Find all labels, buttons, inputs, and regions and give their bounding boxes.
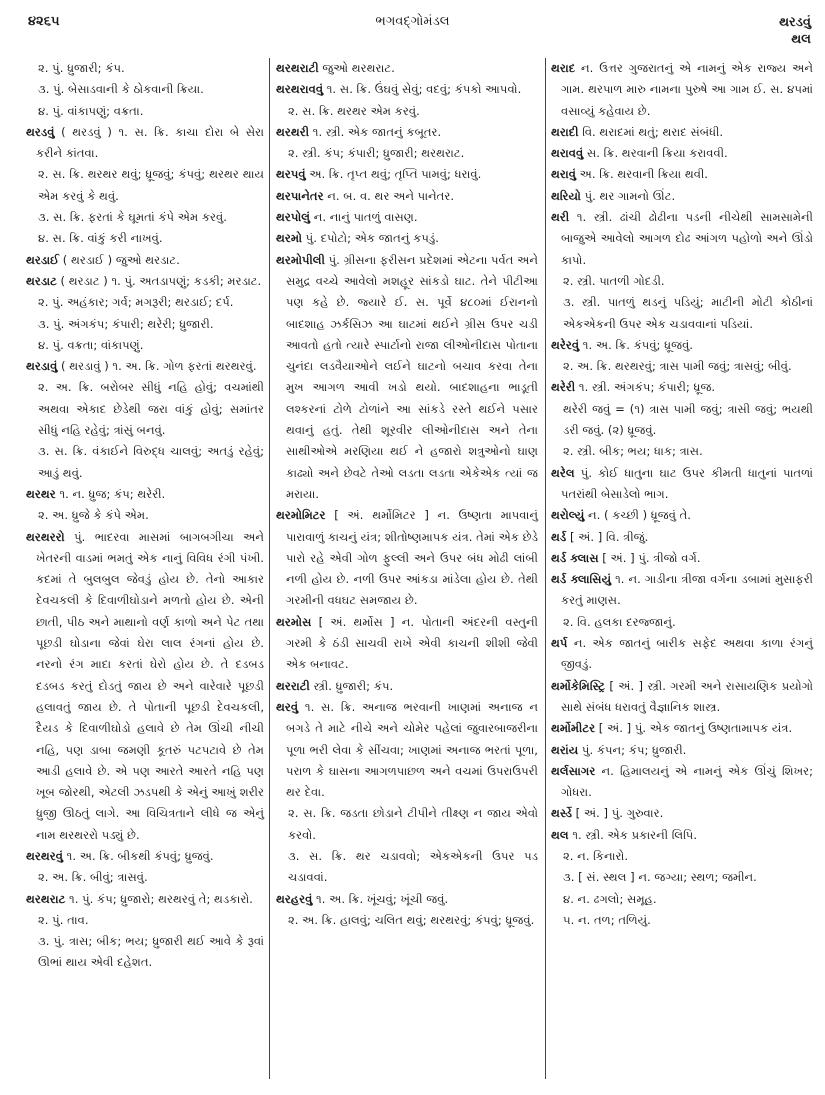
definition-text: પું. દપોટો; એક જાતનું કપડું. (301, 231, 439, 246)
definition-text: ( થરડાવું ) ૧. અ. ક્રિ. ગોળ ફરતાં થરથરવું. (57, 359, 257, 374)
page-number: ૪૨૬૫ (28, 14, 60, 29)
headword: થરડાટ (26, 273, 57, 288)
headword: થરિયો (551, 188, 581, 203)
entry-sense (551, 846, 813, 867)
dictionary-entry (551, 377, 813, 398)
headword: થરથરવું (26, 848, 63, 863)
definition-text: ૧. ન. ગાડીના ત્રીજા વર્ગના ડબામાં મુસાફરી કરતું માણસ. (561, 572, 814, 608)
dictionary-entry (26, 250, 264, 271)
entry-sense (551, 867, 813, 888)
book-title: ભગવદ્ગોમંડલ (375, 14, 450, 29)
definition-text: ૩. સ. ક્રિ. વંકાઈને વિરુદ્ધ ચાલવું; અતડું રહેવું; આડું થવું. (38, 444, 264, 480)
headword: થરપાનેતર (276, 188, 324, 203)
entry-sense (276, 803, 538, 846)
headword: થરડાવું (26, 359, 58, 374)
entry-sense (551, 356, 813, 377)
definition-text: જુઓ થરથરાટ. (318, 61, 395, 75)
definition-text: વિ. થરાદમાં થતું; થરાદ સંબંધી. (578, 124, 724, 139)
dictionary-entry (551, 505, 813, 526)
headword: થર્સ્ડે (551, 806, 572, 821)
entry-sense (551, 271, 813, 292)
definition-text: ૧. અ. ક્રિ. બીકથી કંપવું; ધ્રુજવું. (63, 848, 214, 863)
entry-sense (551, 292, 813, 335)
dictionary-entry (276, 58, 538, 79)
definition-text: ૧. અ. ક્રિ. ખૂંચવું; ખૂંચી જવું. (312, 891, 449, 906)
headword: થરાદ (551, 61, 576, 75)
definition-text: ન. એક જાતનું બારીક સફેદ અથવા કાળા રંગનું જીવડું. (561, 636, 813, 672)
definition-text: ૨. અ. ક્રિ. હાલવું; ચલિત થવું; થરથરવું; કંપવું; ધ્રૂજવું. (288, 912, 535, 927)
definition-text: ૨. વિ. હલકા દરજ્જાનું. (563, 614, 676, 629)
definition-text: ૧. સ્ત્રી. એક જાતનું કબૂતર. (309, 124, 442, 139)
definition-text: પું. ગ્રીસના ફરીસન પ્રદેશમાં એટના પર્વત અને સમુદ્ર વચ્ચે આવેલો મશહૂર સાંકડો ઘાટ. તેને પીટીઆ પણ કહે છે. જ્યારે ઈ. સ. પૂર્વે ૪૮૦માં ઈરાનનો બાદશાહ ઝર્કસિઝ આ ઘાટમાં થઈને ગ્રીસ ઉપર ચડી આવતો હતો ત્યારે સ્પાર્ટાનો રાજા લીઓનીદાસ પોતાના ચુનંદા લડવૈયાઓને લઈને ઘાટનો બચાવ કરવા તેના મુખ આગળ આવી ખડો થયો. બાદશાહના ભાડૂતી લશ્કરનાં ટોળે ટોળાંને આ સાંકડે રસ્તે થઈને પસાર થવાનું હતું. તેથી શૂરવીર લીઓનીદાસ અને તેના સાથીઓએ મરણિયા થઈ ને હજારો શત્રુઓનો ઘાણ કાઢ્યો અને છેવટે તેઓ લડતા લડતા એકેએક ત્યાં જ મરાયા. (286, 252, 538, 501)
headword: થરથરાવવું (276, 82, 324, 97)
headword: થરમોસ (276, 614, 312, 629)
entry-sense (551, 910, 813, 931)
headword: થરાંય (551, 742, 579, 757)
definition-text: સ્ત્રી. ધ્રુજારી; કંપ. (309, 678, 394, 693)
dictionary-entry (276, 697, 538, 803)
dictionary-entry (276, 612, 538, 676)
headword: થરી (551, 210, 570, 225)
definition-text: ૩. પું. અંગકંપ; કંપારી; થરેરી; ધ્રુજારી. (38, 316, 214, 331)
dictionary-entry (276, 250, 538, 506)
dictionary-entry (551, 463, 813, 506)
headword: થરથરાટી (276, 61, 319, 75)
dictionary-entry (551, 527, 813, 548)
dictionary-entry (551, 740, 813, 761)
definition-text: ૩. પું. ત્રાસ; બીક; ભય; ધ્રુજારી થઈ આવે કે રૂવાં ઊભાં થાય એવી દહેશત. (38, 934, 264, 970)
definition-text: ૨. સ. ક્રિ. થરથર એમ કરવું. (288, 103, 420, 118)
headword: થરાવવું (551, 146, 584, 161)
definition-text: ૨. પું. તાવ. (38, 912, 89, 927)
entry-sense (26, 377, 264, 441)
dictionary-entry (551, 122, 813, 143)
dictionary-entry (26, 527, 264, 846)
entry-sense (276, 101, 538, 122)
column-divider (269, 58, 270, 1079)
guide-word-last: થલ (791, 32, 811, 47)
dictionary-entry (26, 484, 264, 505)
definition-text: ૨. અ. ક્રિ. થરથરવું; ત્રાસ પામી જવું; ત્રાસવું; બીવું. (563, 359, 792, 374)
headword: થર્ડ ક્લાસિયું (551, 572, 612, 587)
dictionary-entry (551, 335, 813, 356)
dictionary-entry (551, 718, 813, 739)
entry-sense (551, 889, 813, 910)
dictionary-entry (551, 569, 813, 612)
definition-text: પું. કંપન; કંપ; ધ્રુજારી. (578, 742, 687, 757)
definition-text: ૨. અ. ક્રિ. બરોબર સીધું નહિ હોવું; વચમાંથી અથવા એકાદ છેડેથી જરા વાંકું હોવું; સમાંતર સીધું નહિ રહેવું; ત્રાંસું બનવું. (38, 380, 264, 438)
entry-sense (26, 335, 264, 356)
dictionary-entry (551, 58, 813, 122)
dictionary-entry (26, 122, 264, 165)
entry-sense (26, 228, 264, 249)
definition-text: ૨. સ્ત્રી. પાતળી ગોદડી. (563, 273, 665, 288)
entry-sense (551, 612, 813, 633)
definition-text: [ અં. થર્મોસ ] ન. પોતાની અંદરની વસ્તુની ગરમી કે ઠંડી સાચવી રાખે એવી કાચની શીશી જેવી એક બનાવટ. (286, 614, 538, 672)
headword: થરેલ (551, 465, 575, 480)
definition-text: [ અં. ] પું. ગુરુવાર. (572, 806, 664, 821)
definition-text: [ અં. ] પું. ત્રીજો વર્ગ. (598, 550, 701, 565)
definition-text: ૧. ન. ધ્રુજ; કંપ; થરેરી. (55, 486, 166, 501)
headword: થરપવું (276, 167, 306, 182)
definition-text: ન. ( કચ્છી ) ધ્રૂજવું તે. (584, 508, 691, 523)
dictionary-entry (276, 505, 538, 611)
definition-text: ન. નાનું પાતળું વાસણ. (310, 210, 418, 225)
entry-sense (276, 846, 538, 889)
entry-sense (26, 207, 264, 228)
dictionary-entry (551, 164, 813, 185)
headword: થરથર (26, 486, 56, 501)
column-3 (551, 58, 813, 931)
dictionary-entry (551, 761, 813, 804)
entry-sense (26, 292, 264, 313)
entry-sense (276, 143, 538, 164)
headword: થરવું (276, 699, 299, 714)
headword: થર્મોમીટર (551, 721, 596, 736)
definition-text: અ. ક્રિ. તૃપ્ત થવું; તૃપ્તિ પામવું; ધરાવું. (305, 167, 482, 182)
definition-text: થરેરી જવું = (૧) ત્રાસ પામી જવું; ત્રાસી જવું; ભયથી ડરી જવું. (૨) ધ્રૂજવું. (563, 401, 813, 438)
headword: થરેરવું (551, 337, 580, 352)
definition-text: ૩. [ સં. સ્થલ ] ન. જગ્યા; સ્થળ; જમીન. (563, 870, 757, 885)
definition-text: ૩. સ. ક્રિ. ફરતાં કે ઘૂમતાં કંપે એમ કરવું. (38, 210, 227, 225)
entry-sense (276, 910, 538, 931)
headword: થલ (551, 827, 569, 842)
definition-text: ( થરડાઈ ) જુઓ થરડાટ. (59, 252, 180, 267)
definition-text: પું. થર ગામનો ઊંટ. (580, 188, 676, 203)
column-divider (545, 58, 546, 1079)
headword: થરડાઈ (26, 252, 60, 267)
definition-text: ૫. ન. તળ; તળિયું. (563, 912, 651, 927)
headword: થરથરાટ (26, 891, 66, 906)
definition-text: પું. કોઈ ધાતુના ઘાટ ઉપર કીમતી ધાતુનાં પાતળાં પતરાંથી બેસાડેલો ભાગ. (561, 465, 813, 501)
definition-text: ૨. પું. ધ્રુજારી; કંપ. (38, 61, 125, 75)
entry-sense (26, 58, 264, 79)
definition-text: ( થરડવું ) ૧. સ. ક્રિ. કાચા દોરા બે સેરા કરીને કાંતવા. (36, 124, 264, 161)
headword: થરડવું (26, 124, 55, 139)
headword: થરેરી (551, 380, 576, 395)
entry-sense (26, 867, 264, 888)
definition-text: [ અં. ] સ્ત્રી. ગરમી અને રાસાયણિક પ્રયોગો સાથે સંબંધ ધરાવતું વૈજ્ઞાનિક શાસ્ત્ર. (561, 678, 813, 714)
dictionary-entry (551, 633, 813, 676)
definition-text: [ અં. ] વિ. ત્રીજું. (566, 529, 649, 544)
dictionary-entry (26, 889, 264, 910)
dictionary-entry (276, 186, 538, 207)
definition-text: [ અં. ] પું. એક જાતનું ઉષ્ણતામાપક યંત્ર. (595, 721, 793, 736)
dictionary-entry (551, 186, 813, 207)
dictionary-entry (276, 79, 538, 100)
definition-text: ૨. પું. અહંકાર; ગર્વ; મગરૂરી; થરડાઈ; દર્પ. (38, 295, 234, 310)
dictionary-entry (551, 825, 813, 846)
definition-text: ૪. સ. ક્રિ. વાંકું કરી નાખવું. (38, 231, 163, 246)
dictionary-entry (26, 356, 264, 377)
dictionary-entry (551, 676, 813, 719)
headword: થર્ડ (551, 529, 567, 544)
definition-text: ૪. ન. ઢગલો; સમૂહ. (563, 891, 657, 906)
entry-sense (26, 79, 264, 100)
headword: થર્ડ ક્લાસ (551, 550, 599, 565)
definition-text: ૧. સ. ક્રિ. અનાજ ભરવાની ખાણમાં અનાજ ન બગડે તે માટે નીચે અને ચોમેર પહેલાં જુવારબાજરીના પૂળા ભરી લેવા કે સીંચવા; ખાણમાં અનાજ ભરતાં પૂળા, પરાળ કે ઘાસના આગળપાછળ અને વચમાં ઉપરાઉપરી થર દેવા. (286, 699, 538, 800)
dictionary-entry (276, 889, 538, 910)
column-1 (26, 58, 264, 974)
entry-sense (26, 910, 264, 931)
headword: થરથરરો (26, 529, 65, 544)
dictionary-entry (26, 271, 264, 292)
definition-text: ૩. પું. બેસાડવાની કે ઠોકવાની ક્રિયા. (38, 82, 204, 97)
definition-text: સ. ક્રિ. થરવાની ક્રિયા કરાવવી. (583, 146, 728, 161)
definition-text: ૨. સ. ક્રિ. થરથર થવું; ધ્રૂજવું; કંપવું; થરથર થાય એમ કરવું કે થવું. (38, 167, 264, 203)
definition-text: ૨. અ. ક્રિ. બીવું; ત્રાસવું. (38, 870, 148, 885)
entry-sense (551, 399, 813, 442)
headword: થરરાટી (276, 678, 310, 693)
headword: થર્મોકેમિસ્ટ્રિ (551, 678, 605, 693)
headword: થરોલ્યું (551, 508, 585, 523)
column-2 (276, 58, 538, 931)
definition-text: ૧. સ. ક્રિ. ઉંઘવું સેવું; વદવું; કંપકો આપવો. (323, 82, 522, 97)
definition-text: પું. ભાદરવા માસમાં બાગબગીચા અને ખેતરની વાડમાં ભમતું એક નાનું વિવિધ રંગી પંખી. કદમાં તે બુલબુલ જેવડું હોય છે. તેનો આકાર દેવચકલી કે દિવાળીઘોડાને મળતો હોય છે. એની છાતી, પીઠ અને માથાનો વર્ણ કાળો અને પેટ તથા પૂછડી ઘોડાના જેવાં ઘેરા લાલ રંગનાં હોય છે. નરનો રંગ માદા કરતાં ઘેરો હોય છે. તે દડબડ દડબડ કરતું દોડતું જાય છે અને વારેવારે પૂછડી હલાવતું જાય છે. તે પોતાની પૂછડી દેવચકલી, દૈયડ કે દિવાળીઘોડો હલાવે છે તેમ ઊંચી નીચી નહિ, પણ ડાબા જમણી કૂતરું પટપટાવે છે તેમ આડી હલાવે છે. એ પણ આરતે આરતે નહિ પણ ખૂબ જોરથી, એટલી ઝડપથી કે એનું આખું શરીર ધ્રુજી ઊઠતું લાગે. આ વિચિત્રતાને લીધે જ એનું નામ થરથરરો પડ્યું છે. (36, 529, 264, 842)
headword: થરાદી (551, 124, 579, 139)
entry-sense (26, 164, 264, 207)
definition-text: ન. બ. વ. થર અને પાનેતર. (323, 188, 455, 203)
headword: થરાવું (551, 167, 576, 182)
dictionary-entry (276, 122, 538, 143)
definition-text: ( થરડાટ ) ૧. પું. અતડાપણું; કડકી; મરડાટ. (56, 273, 262, 288)
headword: થર્લસાગર (551, 763, 596, 778)
definition-text: ન. હિમાલયનું એ નામનું એક ઊંચું શિખર; ગોધરા. (561, 763, 813, 800)
headword: થર્પ (551, 636, 568, 651)
definition-text: ૩. સ્ત્રી. પાતળું થડનું પડિયું; માટીની મોટી કોઠીનાં એકએકની ઉપર એક ચડાવવાનાં પડિયાં. (563, 295, 813, 331)
definition-text: ૨. સ. ક્રિ. જડતા છોડાને ટીપીને તીક્ષ્ણ ન જાય એવો કરવો. (288, 806, 538, 842)
headword: થરમોમિટર (276, 508, 326, 523)
dictionary-entry (551, 548, 813, 569)
dictionary-entry (551, 803, 813, 824)
headword: થરમોપીલી (276, 252, 325, 267)
entry-sense (26, 101, 264, 122)
definition-text: ૧. પું. કંપ; ધ્રુજારો; થરથરવું તે; થડકારો. (65, 891, 253, 906)
definition-text: ૨. સ્ત્રી. કંપ; કંપારી; ધ્રુજારી; થરથરાટ. (288, 146, 465, 161)
definition-text: ૨. સ્ત્રી. બીક; ભય; ધાક; ત્રાસ. (563, 444, 703, 459)
entry-sense (26, 505, 264, 526)
headword: થરપોલું (276, 210, 311, 225)
entry-sense (26, 314, 264, 335)
entry-sense (26, 441, 264, 484)
dictionary-entry (26, 846, 264, 867)
entry-sense (551, 441, 813, 462)
definition-text: ૪. પું. વક્રતા; વાંકાપણું. (38, 337, 144, 352)
definition-text: ૨. ન. કિનારો. (563, 848, 629, 863)
headword: થરથરી (276, 124, 310, 139)
headword: થરહરવું (276, 891, 313, 906)
guide-word-first: થરડવું (779, 15, 811, 30)
definition-text: [ અં. થર્મોમિટર ] ન. ઉષ્ણતા માપવાનું પારાવાળું કાચનું યંત્ર; શીતોષ્ણમાપક યંત્ર. તેમાં એક છેડે પારો રહે એવી ગોળ ફુલ્લી અને ઉપર બંધ મોઢી લાંબી નળી હોય છે. નળી ઉપર આંકડા માંડેલા હોય છે. તેથી ગરમીની વધઘટ સમજાય છે. (286, 508, 538, 608)
definition-text: ૧. સ્ત્રી. અંગકંપ; કંપારી; ધ્રૂજ. (575, 380, 716, 395)
definition-text: અ. ક્રિ. થરવાની ક્રિયા થવી. (575, 167, 708, 182)
dictionary-entry (551, 207, 813, 271)
definition-text: ૧. સ્ત્રી. ઢાંચી ઢોઢીના પડની નીચેથી સામસામેની બાજુએ આવેલો આગળ દોઢ આંગળ પહોળો અને ઊંડો કાપો. (561, 210, 813, 267)
definition-text: ૧. સ્ત્રી. એક પ્રકારની લિપિ. (568, 827, 698, 842)
guide-words (779, 14, 811, 48)
definition-text: ૨. અ. ધ્રુજે કે કંપે એમ. (38, 508, 149, 523)
definition-text: ૧. અ. ક્રિ. કંપવું; ધ્રૂજવું. (579, 337, 693, 352)
dictionary-entry (551, 143, 813, 164)
dictionary-entry (276, 164, 538, 185)
definition-text: ૩. સ. ક્રિ. થર ચડાવવો; એકએકની ઉપર પડ ચડાવવાં. (288, 848, 538, 885)
definition-text: ન. ઉત્તર ગુજરાતનું એ નામનું એક રાજ્ય અને ગામ. થરપાળ મારુ નામના પુરુષે આ ગામ ઈ. સ. ૪૫માં વસાવ્યું કહેવાય છે. (561, 61, 813, 118)
dictionary-entry (276, 207, 538, 228)
entry-sense (26, 931, 264, 974)
dictionary-entry (276, 676, 538, 697)
dictionary-entry (276, 228, 538, 249)
definition-text: ૪. પું. વાંકાપણું; વક્રતા. (38, 103, 144, 118)
headword: થરમો (276, 231, 302, 246)
